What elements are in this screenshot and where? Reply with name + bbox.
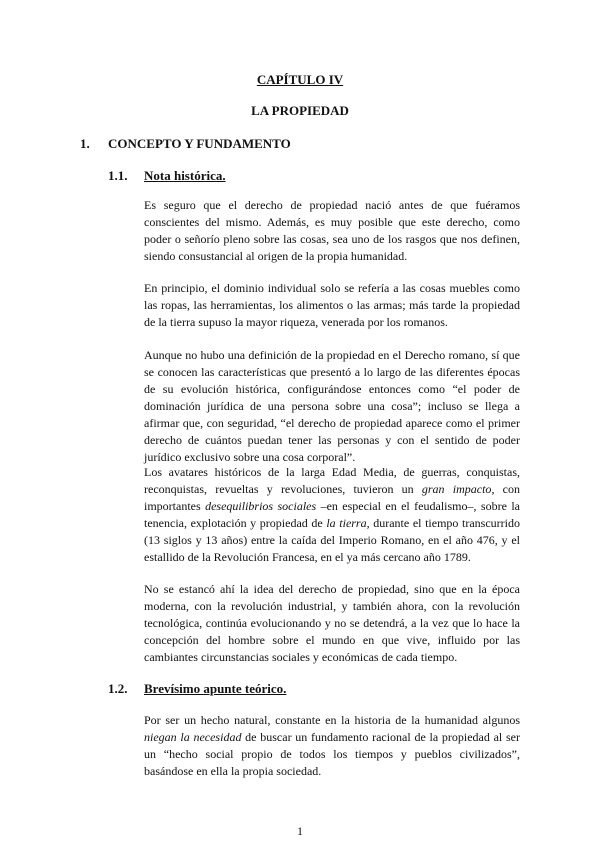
subsection-title: Nota histórica.	[144, 168, 226, 183]
italic-text: gran impacto	[421, 482, 492, 496]
chapter-title: LA PROPIEDAD	[251, 103, 349, 118]
subsection-number: 1.1.	[108, 168, 128, 183]
page-number: 1	[297, 824, 303, 838]
subsection-heading	[108, 681, 286, 697]
section-title: CONCEPTO Y FUNDAMENTO	[108, 136, 291, 151]
text-run: , durante el tiempo transcurrido (13 siglos y 13 años) entre la caída del Imperio Romano, en el año 476, y el estallido de la Revolución Francesa, en el ya más cercano año 1789.	[144, 516, 521, 564]
section-heading	[80, 136, 291, 152]
text-run: de buscar un fundamento racional de la propiedad al ser un “hecho social propio de todos los tiempos y pueblos civilizados”, basándose en ella la propia sociedad.	[144, 730, 520, 778]
chapter-heading: CAPÍTULO IV	[256, 72, 344, 87]
text-run: Los avatares históricos de la larga Edad Media, de guerras, conquistas, reconquistas, revueltas y revoluciones, tuvieron un	[144, 465, 520, 496]
paragraph	[144, 464, 520, 566]
text-run: Por ser un hecho natural, constante en la historia de la humanidad algunos	[144, 713, 520, 727]
text-run: , con importantes	[144, 482, 520, 513]
italic-text: desequilibrios sociales	[205, 499, 317, 513]
text-run: –en especial en el feudalismo–, sobre la tenencia, explotación y propiedad de	[144, 499, 520, 530]
italic-text: la tierra	[326, 516, 367, 530]
italic-text: niegan la necesidad	[144, 730, 242, 744]
subsection-number: 1.2.	[108, 681, 128, 696]
paragraph: En principio, el dominio individual solo se refería a las cosas muebles como las ropas, las herramientas, los alimentos o las armas; más tarde la propiedad de la tierra supuso la mayor riqueza, venerada por los romanos.	[144, 281, 520, 329]
paragraph: Aunque no hubo una definición de la propiedad en el Derecho romano, sí que se conocen las características que presentó a lo largo de las diferentes épocas de su evolución histórica, configurándose entonces como “el poder de dominación jurídica de una persona sobre una cosa”; incluso se llega a afirmar que, con seguridad, “el derecho de propiedad aparece como el primer derecho de cuántos puedan tener las personas y con el sentido de poder jurídico exclusivo sobre una cosa corporal”.	[144, 348, 520, 464]
paragraph: No se estancó ahí la idea del derecho de propiedad, sino que en la época moderna, con la revolución industrial, y también ahora, con la revolución tecnológica, continúa evolucionando y no se detendrá, a la vez que lo hace la concepción del hombre sobre el mundo en que vive, influido por las cambiantes circunstancias sociales y económicas de cada tiempo.	[144, 582, 520, 664]
subsection-title: Brevísimo apunte teórico.	[144, 681, 287, 696]
paragraph	[144, 712, 520, 780]
section-number: 1.	[80, 136, 90, 151]
paragraph: Es seguro que el derecho de propiedad nació antes de que fuéramos conscientes del mismo. Además, es muy posible que este derecho, como poder o señorío pleno sobre las cosas, sea uno de los rasgos que nos definen, siendo consustancial al origen de la propia humanidad.	[144, 198, 520, 263]
subsection-heading	[108, 168, 226, 184]
